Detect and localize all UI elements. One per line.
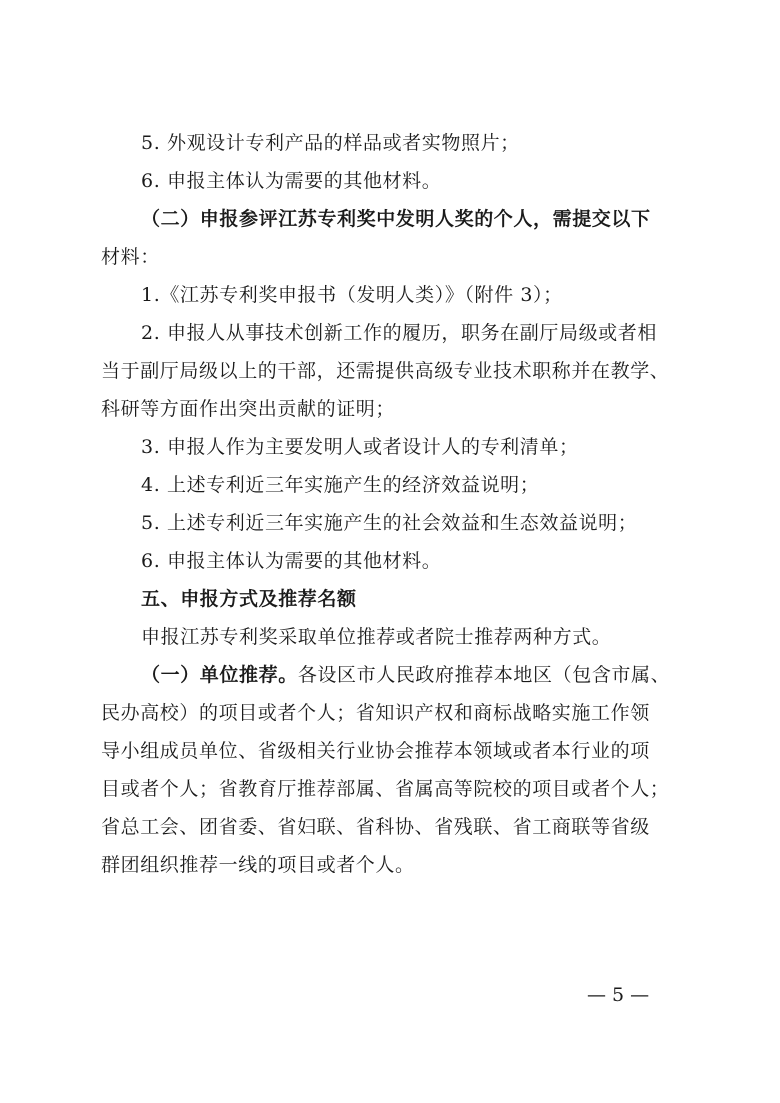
text-segment-15: 各设区市人民政府推荐本地区（包含市属、 xyxy=(297,664,671,686)
page-number: — 5 — xyxy=(587,984,650,1006)
text-line-15 xyxy=(141,660,691,690)
subheading-unit-recommend: （一）单位推荐。 xyxy=(141,664,298,686)
section-heading-5: 五、申报方式及推荐名额 xyxy=(141,588,357,610)
text-line-19: 省总工会、团省委、省妇联、省科协、省残联、省工商联等省级 xyxy=(101,816,650,838)
text-line-11: 5. 上述专利近三年实施产生的社会效益和生态效益说明； xyxy=(141,512,638,534)
text-line-6: 2. 申报人从事技术创新工作的履历，职务在副厅局级或者相 xyxy=(141,322,657,344)
text-line-10: 4. 上述专利近三年实施产生的经济效益说明； xyxy=(141,474,540,496)
text-line-5: 1.《江苏专利奖申报书（发明人类）》（附件 3）； xyxy=(141,284,563,306)
text-line-17: 导小组成员单位、省级相关行业协会推荐本领域或者本行业的项 xyxy=(101,740,650,762)
text-line-9: 3. 申报人作为主要发明人或者设计人的专利清单； xyxy=(141,436,579,458)
text-line-12: 6. 申报主体认为需要的其他材料。 xyxy=(141,550,442,572)
text-line-16: 民办高校）的项目或者个人；省知识产权和商标战略实施工作领 xyxy=(101,702,650,724)
text-line-18: 目或者个人；省教育厅推荐部属、省属高等院校的项目或者个人； xyxy=(101,778,670,800)
section-heading-2: （二）申报参评江苏专利奖中发明人奖的个人，需提交以下 xyxy=(141,208,651,230)
text-line-1: 5. 外观设计专利产品的样品或者实物照片； xyxy=(141,132,520,154)
text-line-20: 群团组织推荐一线的项目或者个人。 xyxy=(101,854,415,876)
text-line-14: 申报江苏专利奖采取单位推荐或者院士推荐两种方式。 xyxy=(141,626,612,648)
text-line-4: 材料： xyxy=(101,246,160,268)
text-line-2: 6. 申报主体认为需要的其他材料。 xyxy=(141,170,442,192)
text-line-8: 科研等方面作出突出贡献的证明； xyxy=(101,398,396,420)
text-line-7: 当于副厅局级以上的干部，还需提供高级专业技术职称并在教学、 xyxy=(101,360,670,382)
